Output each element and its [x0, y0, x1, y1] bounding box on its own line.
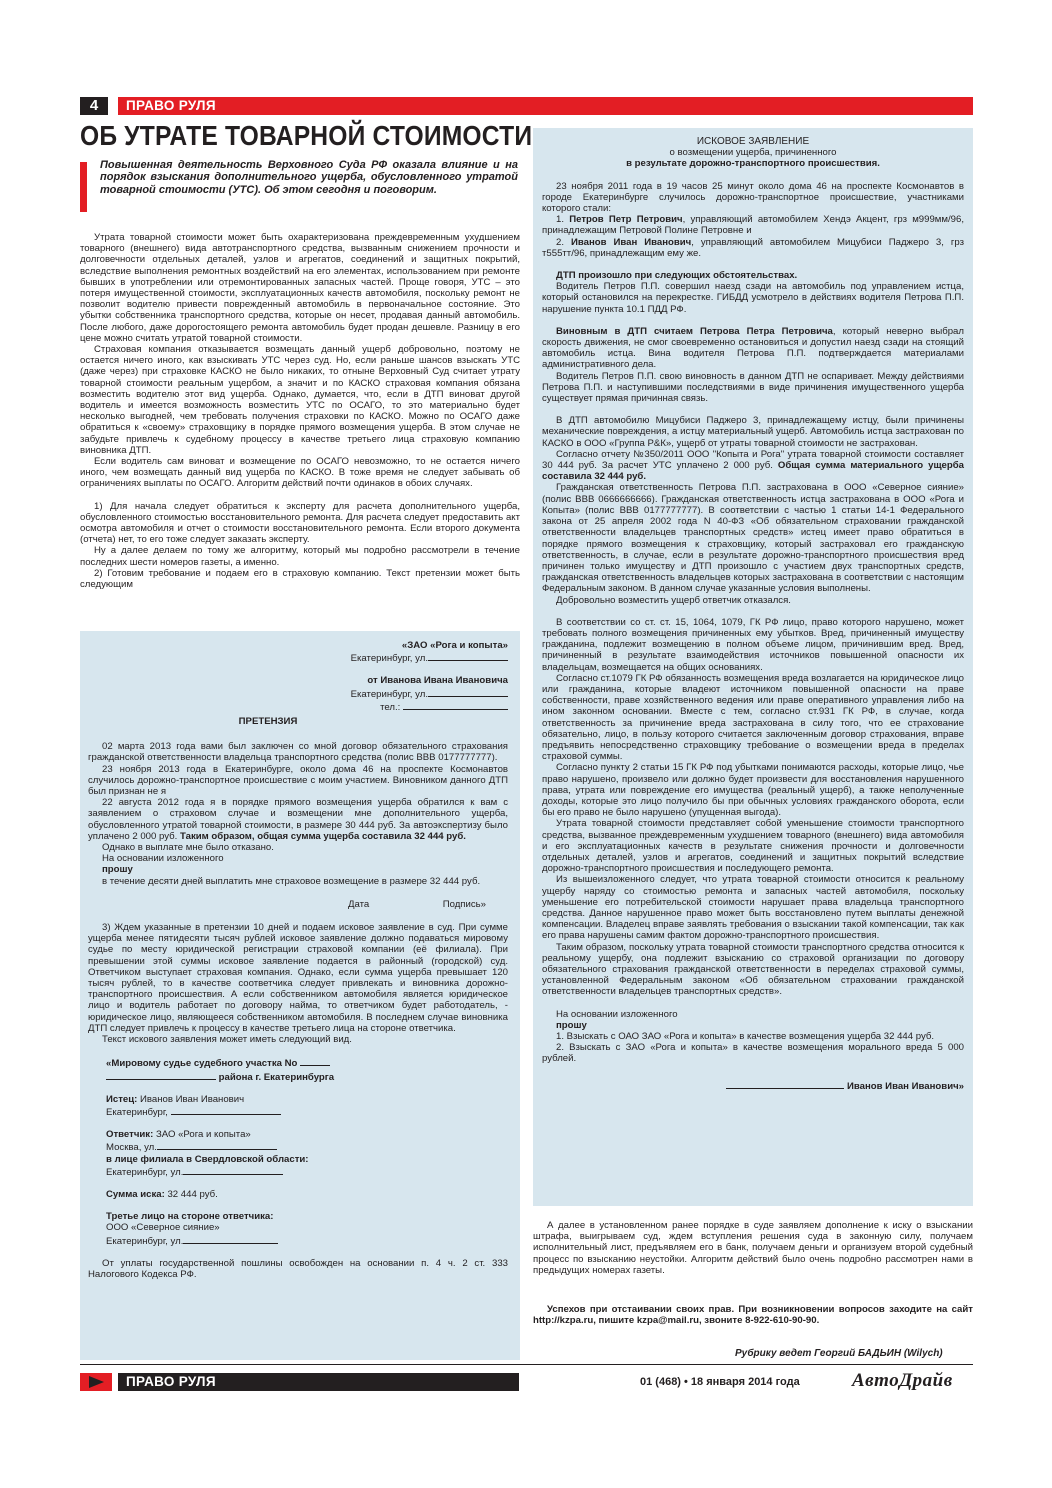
paragraph [542, 214, 964, 236]
footer-rubric: ПРАВО РУЛЯ [126, 1374, 216, 1389]
newspaper-logo: АвтоДрайв [852, 1370, 953, 1391]
paragraph: На основании изложенного [102, 853, 224, 865]
third-party-address [106, 1234, 508, 1247]
item-number: 2. [556, 236, 565, 248]
claim-document [88, 640, 508, 1280]
court-line [106, 1056, 508, 1069]
paragraph: 3) Ждем указанные в претензии 10 дней и подаем исковое заявление в суд. При сумме ущерба менее пятидесяти тысяч рублей исковое заявление должно подаваться мировому судье по месту юридической регистрации страховой компании (её филиала). При превышении этой суммы исковое заявление подается в районный (городской) суд. Ответчиком выступает страховая компания. Однако, если сумма ущерба превышает 120 тысяч рублей, то в качестве соответчика следует привлекать и виновника дорожно-транспортного происшествия. А если собственником автомобиля является юридическое лицо и водитель работает по договору найма, то ответчиком будет работодатель, - юридическое лицо, являющееся собственником автомобиля. В последнем случае виновника ДТП следует привлечь к процессу в качестве третьего лица на стороне ответчика. [88, 922, 508, 1034]
blank-line [183, 1165, 283, 1175]
footer-divider [80, 1364, 973, 1365]
report-text: Согласно отчету №350/2011 ООО "Копыта и Рога" утрата товарной стоимости составляет 30 444 руб. За расчет УТС уплачено 2 000 руб. [542, 448, 964, 472]
claim-text: 22 августа 2012 года я в порядке прямого возмещения ущерба обратился к вам с заявлением о страховом случае и возмещении мне дополнительного ущерба, обусловленного утратой товарной стоимости, в размере 30 444 руб. За автоэкспертизу было уплачено 2 000 руб. [88, 797, 508, 842]
article-continuation [533, 1220, 973, 1276]
defendant-name: ЗАО «Рога и копыта» [155, 1129, 251, 1141]
paragraph: Текст искового заявления может иметь следующий вид. [102, 1034, 352, 1046]
blank-line [428, 687, 508, 697]
contact-note [533, 1304, 973, 1326]
paragraph: ДТП произошло при следующих обстоятельствах. [556, 270, 798, 282]
address-text: Екатеринбург, ул. [350, 688, 428, 700]
third-party-name: ООО «Северное сияние» [106, 1222, 220, 1234]
paragraph: Успехов при отстаивании своих прав. При возникновении вопросов заходите на сайт http://kzpa.ru, пишите kzpa@mail.ru, звоните 8-922-610-90-90. [533, 1304, 973, 1327]
date-label: Дата [348, 898, 370, 910]
lead-accent-bar [80, 162, 87, 212]
branch-address [106, 1165, 508, 1178]
paragraph: Ну а далее делаем по тому же алгоритму, который мы подробно рассмотрели в течение последних шести номеров газеты, а именно. [80, 545, 520, 568]
paragraph: Водитель Петров П.П. свою виновность в данном ДТП не оспаривает. Между действиями Петрова П.П. и наступившими последствиями в виде причинения имущественного ущерба существует прямая причинная связь. [542, 370, 964, 405]
blank-line [428, 651, 508, 661]
lawsuit-signature [542, 1079, 964, 1092]
party-text: , управляющий автомобилем Хендэ Акцент, грз м999мм/96, принадлежащим Петровой Полине Петровне и [542, 214, 964, 237]
rubric-title: ПРАВО РУЛЯ [126, 98, 216, 113]
lawsuit-header [88, 1056, 508, 1246]
defendant-address [106, 1140, 508, 1153]
amount-label: Сумма иска: [106, 1188, 165, 1200]
paragraph: прошу [102, 864, 133, 876]
address-text: Екатеринбург, ул. [350, 653, 428, 665]
paragraph [542, 237, 964, 259]
paragraph [542, 326, 964, 371]
lawsuit-title: ИСКОВОЕ ЗАЯВЛЕНИЕ [696, 136, 810, 147]
address-text: Екатеринбург, ул. [106, 1166, 184, 1178]
guilty-party: Виновным в ДТП считаем Петрова Петра Петровича [556, 325, 833, 337]
paragraph: Согласно пункту 2 статьи 15 ГК РФ под убытками понимаются расходы, которые лицо, чье право нарушено, произвело или должно будет произвести для восстановления нарушенного права, утрата или повреждение его имущества (реальный ущерб), а также неполученные доходы, которые это лицо получило бы при обычных условиях гражданского оборота, если бы его право не было нарушено (упущенная выгода). [542, 762, 964, 819]
defendant-line [106, 1129, 508, 1140]
claim-signature-row [88, 899, 508, 910]
blank-line [403, 700, 508, 710]
phone-label: тел.: [380, 701, 401, 713]
paragraph: Утрата товарной стоимости может быть охарактеризована преждевременным ухудшением товарного (внешнего) вида автотранспортного средства, вызванным снижением прочности и долговечности отдельных деталей, узлов и агрегатов, соединений и защитных покрытий, вследствие выполнения ремонтных воздействий на его элементах, использованием при ремонте бывших в употреблении или отремонтированных запасных частей. Проще говоря, УТС – это потеря имущественной стоимости, эксплуатационных качеств автомобиля, поскольку ремонт не позволит водителю привести поврежденный автомобиль в первоначальное состояние. Это убытки собственника транспортного средства, которые он несет, продавая данный автомобиль. После любого, даже дорогостоящего ремонта автомобиль будет продан дешевле. Разницу в его цене можно считать утратой товарной стоимости. [80, 232, 520, 344]
paragraph: Из вышеизложенного следует, что утрата товарной стоимости относится к реальному ущербу наряду со стоимостью ремонта и запасных частей автомобиля, поскольку уменьшение его потребительской стоимости нарушает права владельца транспортного средства. Данное нарушенное право может быть восстановлено путем выплаты денежной компенсации. Владелец вправе заявлять требования о взыскании такой компенсации, так как его права нарушены самим фактом дорожно-транспортного происшествия. [542, 874, 964, 942]
paragraph: 23 ноября 2011 года в 19 часов 25 минут около дома 46 на проспекте Космонавтов в городе Екатеринбурге случилось дорожно-транспортное происшествие, участниками которого стали: [542, 180, 964, 215]
court-text: «Мировому судье судебного участка No [106, 1058, 298, 1070]
party-text: , управляющий автомобилем Мицубиси Паджеро 3, грз т555тт/96, принадлежащим ему же. [542, 236, 964, 259]
guilty-text: , который неверно выбрал скорость движения, не смог своевременно остановиться и допустил наезд сзади на стоящий автомобиль истца. Вина водителя Петрова П.П. подтверждается материалами административного дела. [542, 325, 964, 371]
rubric-author: Рубрику ведет Георгий БАДЬИН (Wilych) [735, 1348, 943, 1359]
blank-line [300, 1056, 330, 1066]
paragraph: в течение десяти дней выплатить мне страховое возмещение в размере 32 444 руб. [102, 875, 481, 887]
paragraph: Добровольно возместить ущерб ответчик отказался. [556, 594, 791, 606]
party-name: Иванов Иван Иванович [570, 236, 692, 248]
paragraph: Согласно ст.1079 ГК РФ обязанность возмещения вреда возлагается на юридическое лицо или гражданина, которые владеют источником повышенной опасности на праве собственности, праве хозяйственного ведения или праве оперативного управления либо на ином законном основании. Вместе с тем, согласно ст.931 ГК РФ, в случае, когда ответственность за причинение вреда застрахована в силу того, что ее страхование обязательно, лицо, в пользу которого считается заключенным договор страхования, вправе предъявить непосредственно страховщику требование о возмещении вреда в пределах страховой суммы. [542, 672, 964, 763]
claim-sender: от Иванова Ивана Ивановича [367, 675, 508, 687]
claim-recipient-address [88, 651, 508, 664]
item-number: 1. [556, 214, 565, 226]
paragraph [542, 449, 964, 483]
lawsuit-document [542, 136, 964, 1092]
issue-info: 01 (468) • 18 января 2014 года [640, 1376, 800, 1388]
claim-sender-phone [88, 700, 508, 713]
paragraph: От уплаты государственной пошлины освобожден на основании п. 4 ч. 2 ст. 333 Налогового Кодекса РФ. [88, 1257, 508, 1280]
claim-recipient: «ЗАО «Рога и копыта» [401, 640, 508, 651]
paragraph [88, 797, 508, 842]
claim-title: ПРЕТЕНЗИЯ [238, 716, 298, 728]
article-lead: Повышенная деятельность Верховного Суда РФ оказала влияние и на порядок взыскания дополнительного ущерба, обусловленного утратой товарной стоимости (УТС). Об этом сегодня и поговорим. [100, 159, 518, 196]
paragraph: На основании изложенного [556, 1008, 678, 1020]
paragraph: 1. Взыскать с ОАО ЗАО «Рога и копыта» в качестве возмещения ущерба 32 444 руб. [556, 1031, 935, 1043]
paragraph: Утрата товарной стоимости представляет собой уменьшение стоимости транспортного средства, вызванное преждевременным ухудшением товарного (внешнего) вида автомобиля и его эксплуатационных качеств в результате снижения прочности и долговечности отдельных деталей, узлов и агрегатов, соединений и защитных покрытий вследствие дорожно-транспортного происшествия и последующего ремонта. [542, 818, 964, 875]
blank-line [157, 1140, 277, 1150]
court-text: района г. Екатеринбурга [218, 1071, 335, 1083]
paragraph: Таким образом, поскольку утрата товарной стоимости транспортного средства относится к реальному ущербу, она подлежит взысканию со страховой организации по договору обязательного страхования гражданской ответственности в переделах страховой суммы, установленной Федеральным законом «Об обязательном страховании гражданской ответственности владельцев транспортных средств». [542, 941, 964, 998]
arrow-icon [80, 1373, 112, 1391]
plaintiff-name: Иванов Иван Иванович [140, 1093, 245, 1105]
paragraph: В ДТП автомобилю Мицубиси Паджеро 3, принадлежащему истцу, были причинены механические повреждения, а истцу материальный ущерб. Автомобиль истца застрахован по КАСКО в ООО «Группа Р&К», ущерб от утраты товарной стоимости не застрахован. [542, 415, 964, 449]
paragraph: прошу [556, 1019, 587, 1031]
branch-label: в лице филиала в Свердловской области: [106, 1153, 309, 1165]
plaintiff-label: Истец: [106, 1093, 138, 1105]
claim-total: Таким образом, общая сумма ущерба составила 32 444 руб. [180, 830, 466, 842]
third-party-label: Третье лицо на стороне ответчика: [106, 1211, 274, 1223]
paragraph: Страховая компания отказывается возмещать данный ущерб добровольно, поэтому не остается ничего иного, как взыскивать УТС через суд. Но, если раньше шансов взыскать УТС (даже через) при страховке КАСКО не было никаких, то отныне Верховный Суд считает утрату товарной стоимости реальным ущербом, а значит и по КАСКО страховая компания обязана возместить водителю этот вид ущерба. Однако, думается, что, если в ДТП виноват другой водитель и имеется возможность возместить УТС по ОСАГО, то это материально будет несколько выгодней, чем требовать получения страховки по КАСКО. Можно по ОСАГО даже обратиться к «своему» страховщику в порядке прямого возмещения ущерба. В этом случае не забудьте привлечь к судебному процессу в качестве третьего лица страховую компанию виновника ДТП. [80, 344, 520, 456]
party-name: Петров Петр Петрович [569, 214, 683, 226]
paragraph: В соответствии со ст. ст. 15, 1064, 1079, ГК РФ лицо, право которого нарушено, может требовать полного возмещения причиненных ему убытков. Вред, причиненный имуществу гражданина, подлежит возмещению в полном объеме лицом, причинившим вред. Вред, причиненный в результате взаимодействия источников повышенной опасности их владельцам, возмещается на общих основаниях. [542, 616, 964, 673]
paragraph: Если водитель сам виноват и возмещение по ОСАГО невозможно, то не остается ничего иного, чем возмещать данный вид ущерба по КАСКО. В тоже время не следует забывать об ограничениях выплаты по ОСАГО. Алгоритм действий почти одинаков в обоих случаях. [80, 456, 520, 490]
amount-line [106, 1189, 508, 1200]
defendant-label: Ответчик: [106, 1129, 154, 1141]
signature-label: Подпись» [442, 898, 486, 910]
lawsuit-subtitle: о возмещении ущерба, причиненного [669, 147, 837, 159]
address-text: Екатеринбург, [106, 1106, 168, 1118]
lawsuit-subtitle: в результате дорожно-транспортного происшествия. [626, 158, 880, 170]
plaintiff-line [106, 1094, 508, 1105]
paragraph: 02 марта 2013 года вами был заключен со мной договор обязательного страхования гражданской ответственности владельца транспортного средства (полис ВВВ 0177777777). [88, 741, 508, 764]
blank-line [106, 1070, 216, 1080]
address-text: Екатеринбург, ул. [106, 1235, 184, 1247]
blank-line [726, 1079, 844, 1089]
blank-line [171, 1105, 281, 1115]
rubric-bar [118, 97, 973, 115]
paragraph: 2) Готовим требование и подаем его в страховую компанию. Текст претензии может быть следующим [80, 567, 520, 591]
article-body [80, 232, 520, 590]
blank-line [183, 1234, 278, 1244]
article-title: ОБ УТРАТЕ ТОВАРНОЙ СТОИМОСТИ [80, 120, 533, 151]
claim-sender-address [88, 687, 508, 700]
plaintiff-address [106, 1105, 508, 1118]
amount-value: 32 444 руб. [167, 1188, 218, 1200]
paragraph: Водитель Петров П.П. совершил наезд сзади на автомобиль под управлением истца, который остановился на перекрестке. ГИБДД усмотрело в действиях водителя Петрова П.П. нарушение пункта 10.1 ПДД РФ. [542, 281, 964, 315]
paragraph: 23 ноября 2013 года в Екатеринбурге, около дома 46 на проспекте Космонавтов случилось дорожно-транспортное происшествие с моим участием. Виновником данного ДТП был признан не я [88, 763, 508, 798]
paragraph: 1) Для начала следует обратиться к эксперту для расчета дополнительного ущерба, обусловленного стоимостью восстановительного ремонта. Для расчета следует предоставить акт осмотра автомобиля и отчет о стоимости восстановительного ремонта. Если второго документа (отчета) нет, то его тоже следует заказать эксперту. [80, 500, 520, 546]
total-damage: Общая сумма материального ущерба составила 32 444 руб. [542, 460, 964, 483]
paragraph: Однако в выплате мне было отказано. [102, 842, 274, 854]
signature-name: Иванов Иван Иванович» [846, 1080, 964, 1092]
address-text: Москва, ул. [106, 1142, 157, 1154]
paragraph: Гражданская ответственность Петрова П.П. застрахована в ООО «Северное сияние» (полис ВВВ 0666666666). Гражданская ответственность истца застрахована в ООО «Рога и Копыта» (полис ВВВ 0177777777). В соответствии с частью 1 статьи 14-1 Федерального закона от 25 апреля 2002 года N 40-ФЗ «Об обязательном страховании гражданской ответственности владельцев транспортных средств» истец имеет право обратиться в порядке прямого возмещения к страховщику, который застраховал его гражданскую ответственность, в случае, если в результате дорожно-транспортного происшествия вред причинен только имуществу и ДТП произошло с участием двух транспортных средств, гражданская ответственность владельцев которых застрахована в соответствии с настоящим Федеральным законом. В данном случае указанные условия выполнены. [542, 482, 964, 595]
paragraph: 2. Взыскать с ЗАО «Рога и копыта» в качестве возмещения морального вреда 5 000 рублей. [542, 1042, 964, 1065]
paragraph: А далее в установленном ранее порядке в суде заявляем дополнение к иску о взыскании штрафа, выигрываем суд, ждем вступления решения суда в законную силу, получаем исполнительный лист, предъявляем его в банк, получаем деньги и организуем второй судебный процесс по взысканию неустойки. Алгоритм действий было очень подробно рассмотрен нами в предыдущих номерах газеты. [533, 1220, 973, 1276]
court-line [106, 1070, 508, 1083]
page-number: 4 [80, 97, 108, 115]
